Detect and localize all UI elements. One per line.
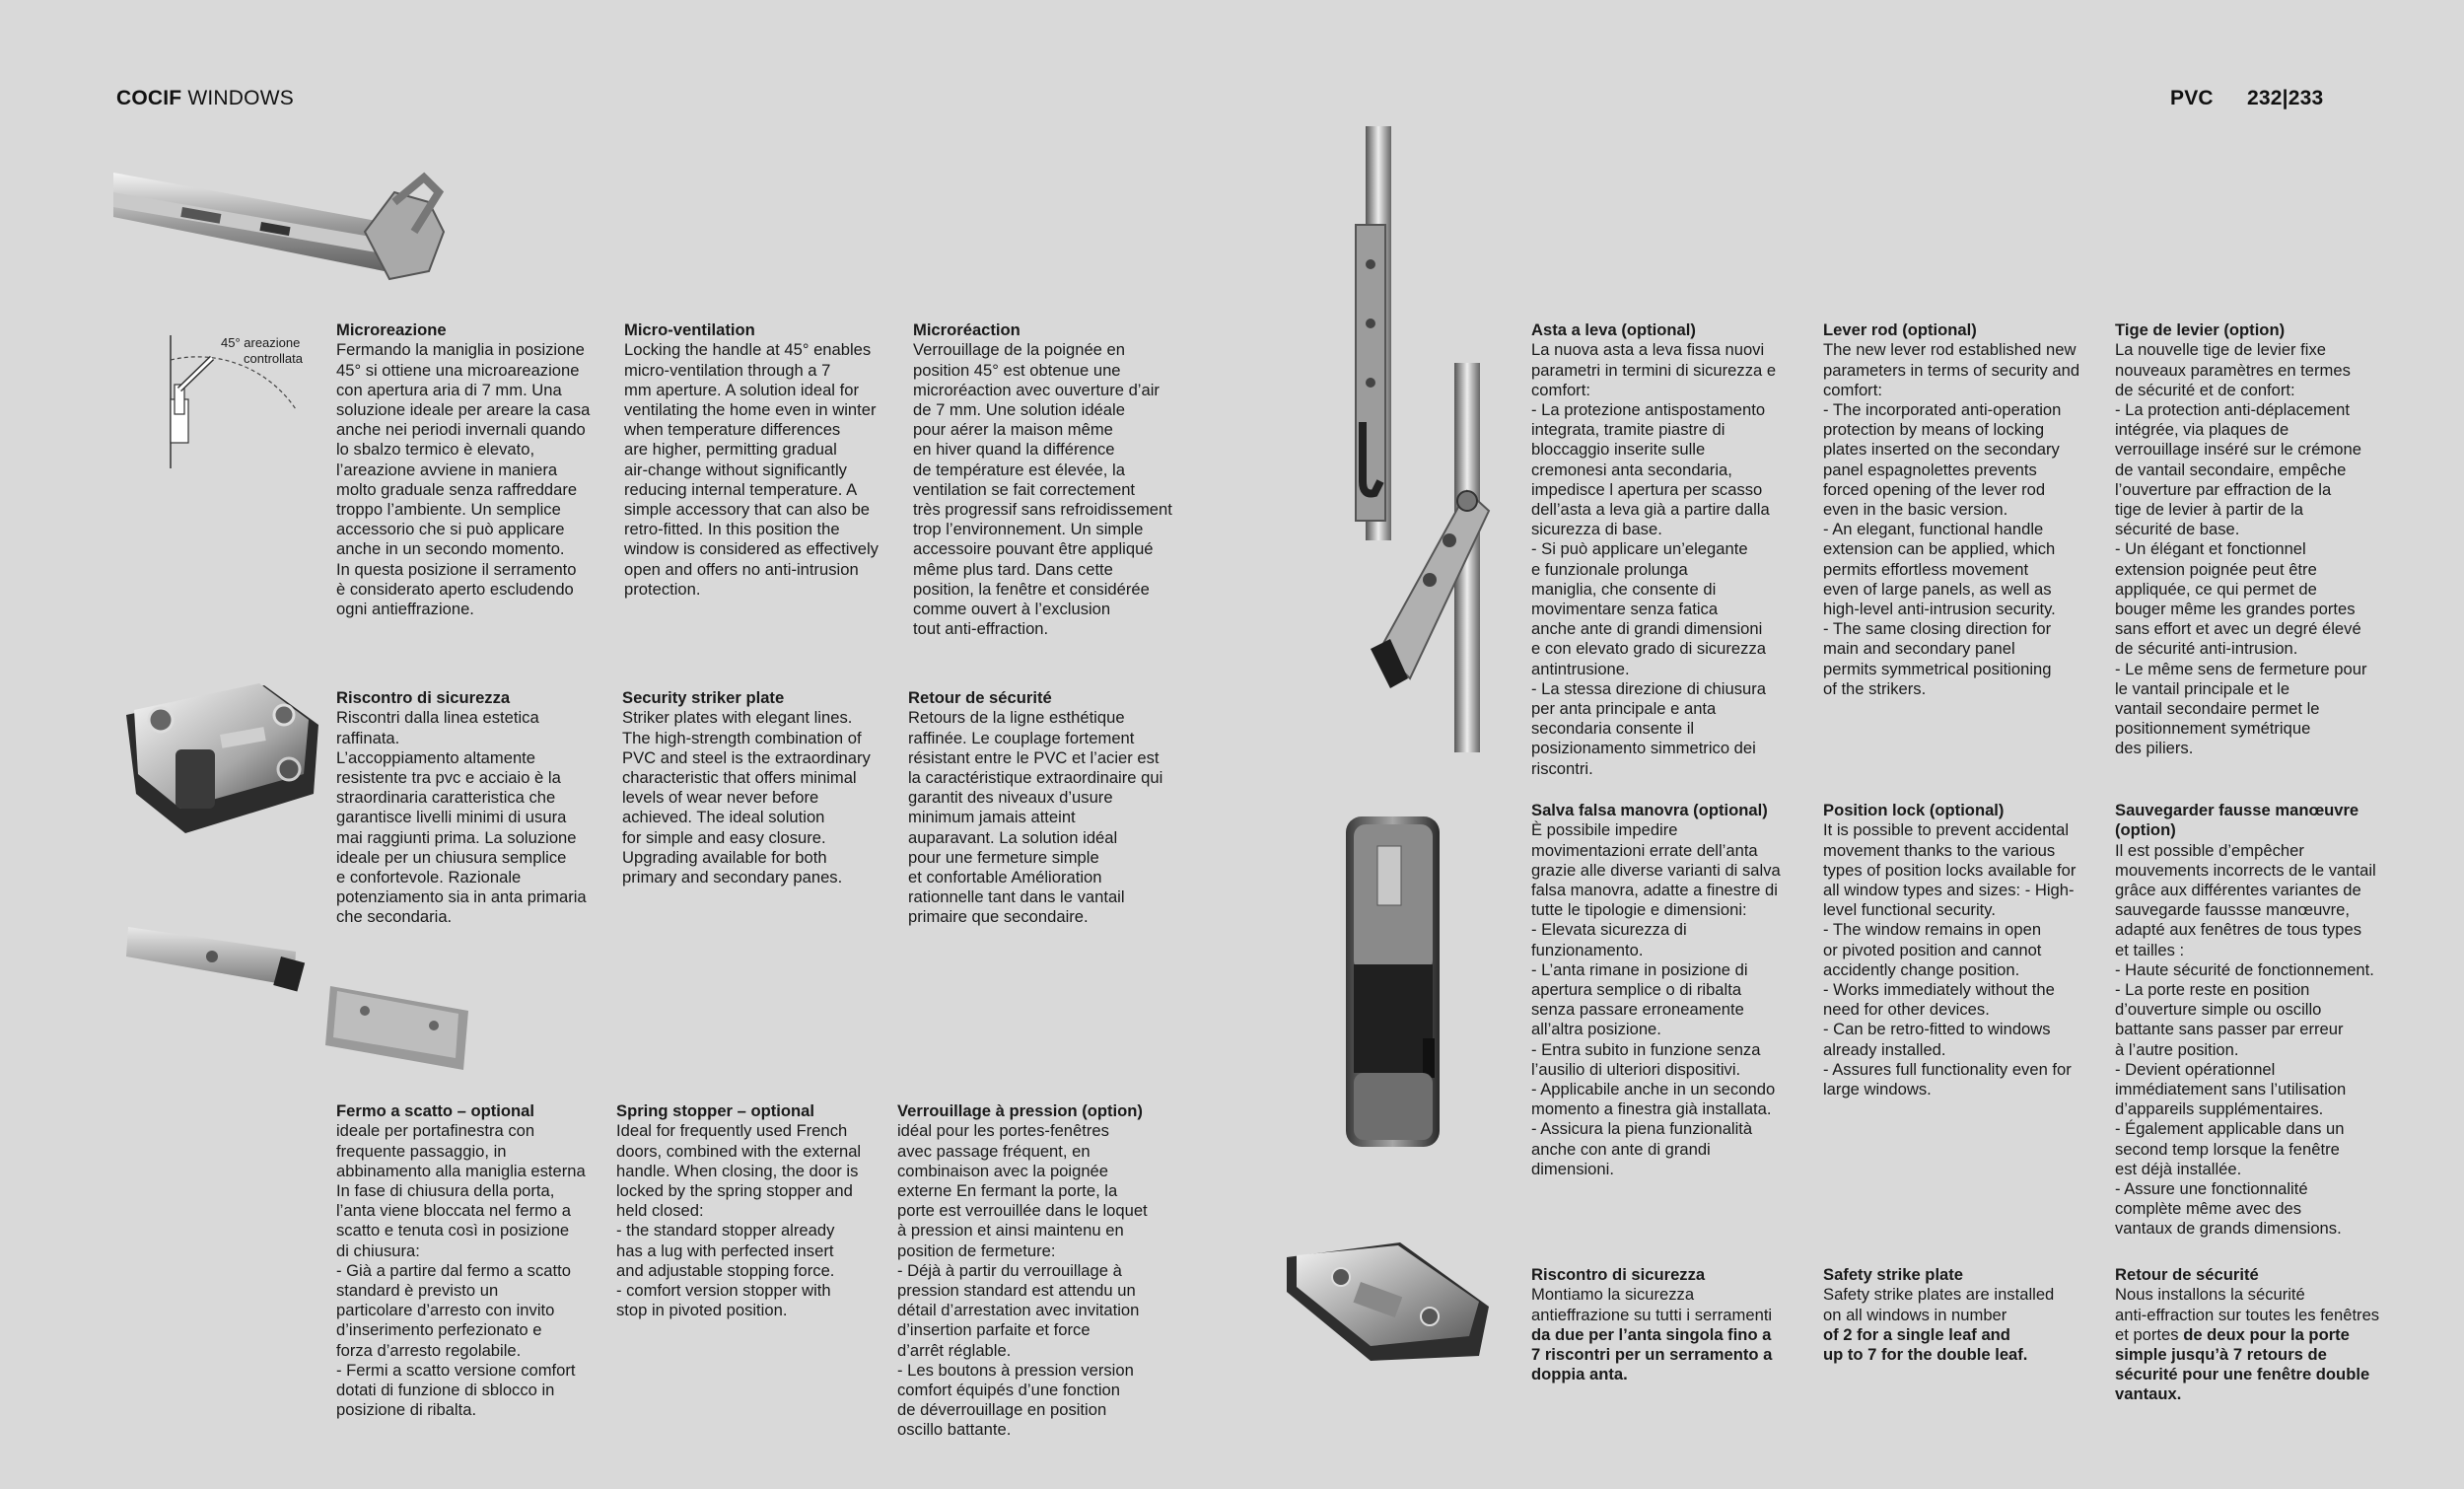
position-en-body: It is possible to prevent accidental movement thanks to the various types of position locks available for all window types and sizes: - High- level functional security. - The window remains in open or pivoted position and cannot accidently change position. - Works immediately without the need for other devices. - Can be retro-fitted to windows already installed. - Assures full functionality even for large windows. xyxy=(1823,820,2077,1099)
diagram-label-line2: controllata xyxy=(244,351,303,366)
brand-rest: WINDOWS xyxy=(187,87,294,109)
lever-rod-photo xyxy=(1351,126,1499,752)
strike-fr-body: Nous installons la sécurité anti-effraction sur toutes les fenêtres et portes xyxy=(2115,1285,2380,1344)
stopper-en-body: Ideal for frequently used French doors, combined with the external handle. When closing, the door is locked by the spring stopper and held closed: - the standard stopper already has a lug with perfected insert and adjustable stopping force. - comfort version stopper with stop in pivoted position. xyxy=(616,1121,862,1320)
strike-en-bold: of 2 for a single leaf and up to 7 for the double leaf. xyxy=(1823,1324,2028,1365)
striker-it-title: Riscontro di sicurezza xyxy=(336,688,511,708)
strike-fr-bold: de deux pour la porte simple jusqu’à 7 retours de sécurité pour une fenêtre double vantaux. xyxy=(2115,1324,2370,1404)
strike-it xyxy=(1531,1245,1812,1405)
stopper-en xyxy=(616,1082,897,1320)
stopper-it-body: ideale per portafinestra con frequente passaggio, in abbinamento alla maniglia esterna In fase di chiusura della porta, l’anta viene bloccata nel fermo a scatto e tenuta così in posizione di chiusura: - Già a partire dal fermo a scatto standard è previsto un particolare d’arresto con invito d’inserimento perfezionato e forza d’arresto regolabile. - Fermi a scatto versione comfort dotati di funzione di sblocco in posizione di ribalta. xyxy=(336,1121,586,1420)
position-fr xyxy=(2115,781,2401,1240)
striker-it xyxy=(336,669,602,928)
strike-en-body: Safety strike plates are installed on all windows in number xyxy=(1823,1285,2055,1324)
striker-fr-body: Retours de la ligne esthétique raffinée. Le couplage fortement résistant entre le PVC et l’acier est la caractéristique extraordinaire qui garantit des niveaux d’usure minimum jamais atteint auparavant. La solution idéal pour une fermeture simple et confortable Amélioration rationnelle tant dans le vantail primaire que secondaire. xyxy=(908,708,1163,927)
position-it-title: Salva falsa manovra (optional) xyxy=(1531,801,1768,820)
micro-it xyxy=(336,301,602,619)
position-fr-body: Il est possible d’empêcher mouvements incorrects de le vantail grâce aux différentes variantes de sauvegarde faussse manœuvre, adapté aux fenêtres de tous types et tailles : - Haute sécurité de fonctionnement. - La porte reste en position d’ouverture simple ou oscillo battante sans passer par erreur à l’autre position. - Devient opérationnel immédiatement sans l’utilisation d’appareils supplémentaires. - Également applicable dans un second temp lorsque la fenêtre est déjà installée. - Assure une fonctionnalité complète même avec des vantaux de grands dimensions. xyxy=(2115,840,2376,1239)
micro-fr-title: Microréaction xyxy=(913,320,1021,340)
category-label: PVC xyxy=(2170,87,2214,109)
stopper-it-title: Fermo a scatto – optional xyxy=(336,1101,535,1121)
lever-fr xyxy=(2115,301,2401,759)
strike-fr xyxy=(2115,1245,2401,1405)
page-numbers: 232|233 xyxy=(2247,87,2324,109)
lever-it-title: Asta a leva (optional) xyxy=(1531,320,1696,340)
lever-fr-body: La nouvelle tige de levier fixe nouveaux paramètres en termes de sécurité et de confort: - La protection anti-déplacement intégrée, via plaques de verrouillage inséré sur le crémone de vantail secondaire, empêche l’ouverture par effraction de la tige de levier à partir de la sécurité de base. - Un élégant et fonctionnel extension poignée peut être appliquée, ce qui permet de bouger même les grandes portes sans effort et avec un degré élevé de sécurité anti-intrusion. - Le même sens de fermeture pour le vantail principale et le vantail secondaire permet le positionnement symétrique des piliers. xyxy=(2115,340,2367,758)
micro-en xyxy=(624,301,900,600)
strike-fr-title: Retour de sécurité xyxy=(2115,1265,2259,1285)
spring-stopper-photo xyxy=(118,912,473,1080)
striker-en-body: Striker plates with elegant lines. The high-strength combination of PVC and steel is the extraordinary characteristic that offers minimal levels of wear never before achieved. The ideal solution for simple and easy closure. Upgrading available for both primary and secondary panes. xyxy=(622,708,871,887)
micro-fr xyxy=(913,301,1199,639)
brand-header xyxy=(116,87,294,110)
lever-en-title: Lever rod (optional) xyxy=(1823,320,1977,340)
security-striker-photo xyxy=(116,675,328,843)
position-it xyxy=(1531,781,1812,1179)
position-fr-title: Sauvegarder fausse manœuvre (option) xyxy=(2115,801,2359,840)
strike-en-title: Safety strike plate xyxy=(1823,1265,1964,1285)
lever-en xyxy=(1823,301,2099,699)
striker-it-body: Riscontri dalla linea estetica raffinata. L’accoppiamento altamente resistente tra pvc e acciaio è la straordinaria caratteristica che garantisce livelli minimi di usura mai raggiunti prima. La soluzione ideale per un chiusura semplice e confortevole. Razionale potenziamento sia in anta primaria che secondaria. xyxy=(336,708,587,927)
position-en-title: Position lock (optional) xyxy=(1823,801,2005,820)
micro-it-body: Fermando la maniglia in posizione 45° si ottiene una microareazione con apertura aria di 7 mm. Una soluzione ideale per areare la casa anche nei periodi invernali quando lo sbalzo termico è elevato, l’areazione avviene in maniera molto graduale senza raffreddare troppo l’ambiente. Un semplice accessorio che si può applicare anche in un secondo momento. In questa posizione il serramento è considerato aperto escludendo ogni antieffrazione. xyxy=(336,340,591,619)
position-lock-photo xyxy=(1336,816,1449,1147)
micro-ventilation-photo xyxy=(113,163,463,296)
lever-it xyxy=(1531,301,1812,779)
safety-strike-photo xyxy=(1282,1238,1499,1366)
brand-bold: COCIF xyxy=(116,87,182,109)
strike-it-body: Montiamo la sicurezza antieffrazione su tutti i serramenti xyxy=(1531,1285,1773,1324)
micro-en-title: Micro-ventilation xyxy=(624,320,755,340)
striker-en-title: Security striker plate xyxy=(622,688,785,708)
micro-it-title: Microreazione xyxy=(336,320,447,340)
micro-fr-body: Verrouillage de la poignée en position 45° est obtenue une microréaction avec ouverture d’air de 7 mm. Une solution idéale pour aérer la maison même en hiver quand la différence de température est élevée, la ventilation se fait correctement très progressif sans refroidissement trop l’environnement. Un simple accessoire pouvant être appliqué même plus tard. Dans cette position, la fenêtre et considérée comme ouvert à l’exclusion tout anti-effraction. xyxy=(913,340,1172,639)
lever-fr-title: Tige de levier (option) xyxy=(2115,320,2286,340)
diagram-label-line1: 45° areazione xyxy=(221,335,301,350)
strike-en xyxy=(1823,1245,2099,1384)
stopper-en-title: Spring stopper – optional xyxy=(616,1101,814,1121)
stopper-it xyxy=(336,1082,612,1420)
stopper-fr xyxy=(897,1082,1183,1441)
position-it-body: È possibile impedire movimentazioni errate dell’anta grazie alle diverse varianti di salva falsa manovra, adatte a finestre di tutte le tipologie e dimensioni: - Elevata sicurezza di funzionamento. - L’anta rimane in posizione di apertura semplice o di ribalta senza passare erroneamente all’altra posizione. - Entra subito in funzione senza l’ausilio di ulteriori dispositivi. - Applicabile anche in un secondo momento a finestra già installata. - Assicura la piena funzionalità anche con ante di grandi dimensioni. xyxy=(1531,820,1781,1178)
strike-it-title: Riscontro di sicurezza xyxy=(1531,1265,1706,1285)
stopper-fr-title: Verrouillage à pression (option) xyxy=(897,1101,1143,1121)
lever-en-body: The new lever rod established new parameters in terms of security and comfort: - The incorporated anti-operation protection by means of locking plates inserted on the secondary panel espagnolettes prevents forced opening of the lever rod even in the basic version. - An elegant, functional handle extension can be applied, which permits effortless movement even of large panels, as well as high-level anti-intrusion security. - The same closing direction for main and secondary panel permits symmetrical positioning of the strikers. xyxy=(1823,340,2080,698)
micro-en-body: Locking the handle at 45° enables micro-ventilation through a 7 mm aperture. A solution ideal for ventilating the home even in winter when temperature differences are higher, permitting gradual air-change without significantly reducing internal temperature. A simple accessory that can also be retro-fitted. In this position the window is considered as effectively open and offers no anti-intrusion protection. xyxy=(624,340,879,599)
stopper-fr-body: idéal pour les portes-fenêtres avec passage fréquent, en combinaison avec la poignée externe En fermant la porte, la porte est verrouillée dans le loquet à pression et ainsi maintenu en position de fermeture: - Déjà à partir du verrouillage à pression standard est attendu un détail d’arrestation avec invitation d’insertion parfaite et force d’arrêt réglable. - Les boutons à pression version comfort équipés d’une fonction de déverrouillage en position oscillo battante. xyxy=(897,1121,1148,1440)
position-en xyxy=(1823,781,2099,1099)
strike-it-bold: da due per l’anta singola fino a 7 riscontri per un serramento a doppia anta. xyxy=(1531,1324,1773,1384)
striker-fr-title: Retour de sécurité xyxy=(908,688,1052,708)
lever-it-body: La nuova asta a leva fissa nuovi parametri in termini di sicurezza e comfort: - La protezione antispostamento integrata, tramite piastre di bloccaggio inserite sulle cremonesi anta secondaria, impedisce l apertura per scasso dell’asta a leva già a partire dalla sicurezza di base. - Si può applicare un’elegante e funzionale prolunga maniglia, che consente di movimentare senza fatica anche ante di grandi dimensioni e con elevato grado di sicurezza antintrusione. - La stessa direzione di chiusura per anta principale e anta secondaria consente il posizionamento simmetrico dei riscontri. xyxy=(1531,340,1777,778)
striker-en xyxy=(622,669,898,887)
striker-fr xyxy=(908,669,1194,928)
